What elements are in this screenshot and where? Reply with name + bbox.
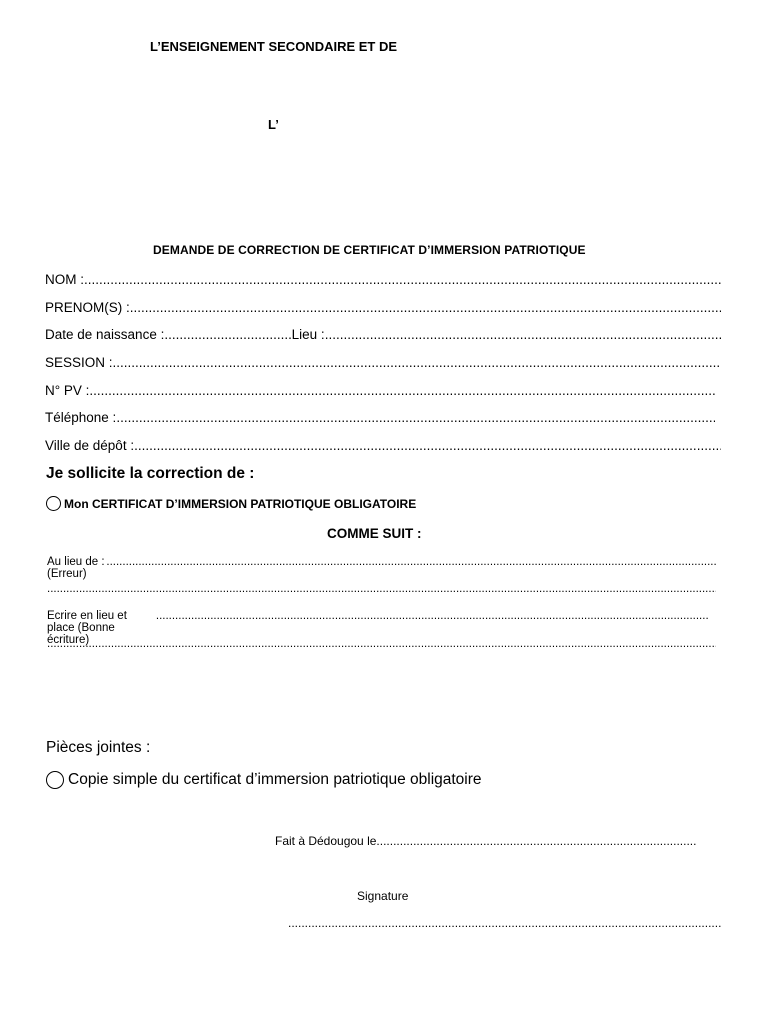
field-num-pv[interactable] xyxy=(45,383,717,398)
field-num-pv-label: N° PV : xyxy=(45,383,90,398)
attachments-heading: Pièces jointes : xyxy=(46,739,151,756)
field-nom-dots xyxy=(84,272,721,287)
field-date-naissance-label: Date de naissance : xyxy=(45,327,165,342)
field-ecrire-continued-dots xyxy=(47,638,716,650)
field-nom-label: NOM : xyxy=(45,272,84,287)
field-date-dots xyxy=(164,327,291,342)
field-nom[interactable] xyxy=(45,272,721,287)
field-prenoms-dots xyxy=(130,300,721,315)
field-prenoms[interactable] xyxy=(45,300,721,315)
comme-suit-heading: COMME SUIT : xyxy=(327,526,422,541)
field-ville-depot[interactable] xyxy=(45,438,721,453)
radio-circle-icon[interactable] xyxy=(46,771,64,789)
field-session-dots xyxy=(113,355,721,370)
field-lieu-dots xyxy=(325,327,721,342)
field-prenoms-label: PRENOM(S) : xyxy=(45,300,130,315)
field-ecrire-continued[interactable] xyxy=(47,638,716,650)
field-session-label: SESSION : xyxy=(45,355,113,370)
field-lieu-label: Lieu : xyxy=(291,327,325,342)
request-heading: Je sollicite la correction de : xyxy=(46,465,255,482)
field-ville-depot-dots xyxy=(134,438,721,453)
header-ministry-line-2: L’ xyxy=(268,117,279,132)
field-ecrire-label: Ecrire en lieu et place (Bonne écriture) xyxy=(47,610,127,646)
form-title: DEMANDE DE CORRECTION DE CERTIFICAT D’IMMERSION PATRIOTIQUE xyxy=(153,243,586,257)
field-date-naissance[interactable] xyxy=(45,327,721,342)
signature-label: Signature xyxy=(357,889,409,903)
option-certificat-label: Mon CERTIFICAT D’IMMERSION PATRIOTIQUE OBLIGATOIRE xyxy=(64,496,417,511)
field-session[interactable] xyxy=(45,355,721,370)
field-telephone-dots xyxy=(116,410,715,425)
radio-circle-icon[interactable] xyxy=(46,496,61,511)
signature-dots xyxy=(288,916,722,930)
header-ministry-line: L’ENSEIGNEMENT SECONDAIRE ET DE xyxy=(150,39,398,54)
field-num-pv-dots xyxy=(89,383,717,398)
field-au-lieu-de-label: Au lieu de :(Erreur) xyxy=(47,556,105,580)
field-au-lieu-de-dots xyxy=(106,556,716,568)
option-copie[interactable] xyxy=(46,771,482,789)
field-au-lieu-de-continued-dots xyxy=(47,583,716,595)
field-telephone-label: Téléphone : xyxy=(45,410,117,425)
field-ville-depot-label: Ville de dépôt : xyxy=(45,438,135,453)
fait-a-dots xyxy=(376,834,696,848)
fait-a-label: Fait à Dédougou le xyxy=(275,834,377,848)
field-ecrire-dots xyxy=(156,610,709,622)
fait-a-line[interactable] xyxy=(275,834,696,848)
field-au-lieu-de-continued[interactable] xyxy=(47,583,716,595)
field-au-lieu-de[interactable] xyxy=(47,556,716,580)
signature-line[interactable] xyxy=(288,916,722,930)
option-copie-label: Copie simple du certificat d’immersion patriotique obligatoire xyxy=(68,771,482,788)
field-telephone[interactable] xyxy=(45,410,715,425)
option-certificat[interactable] xyxy=(46,496,416,511)
